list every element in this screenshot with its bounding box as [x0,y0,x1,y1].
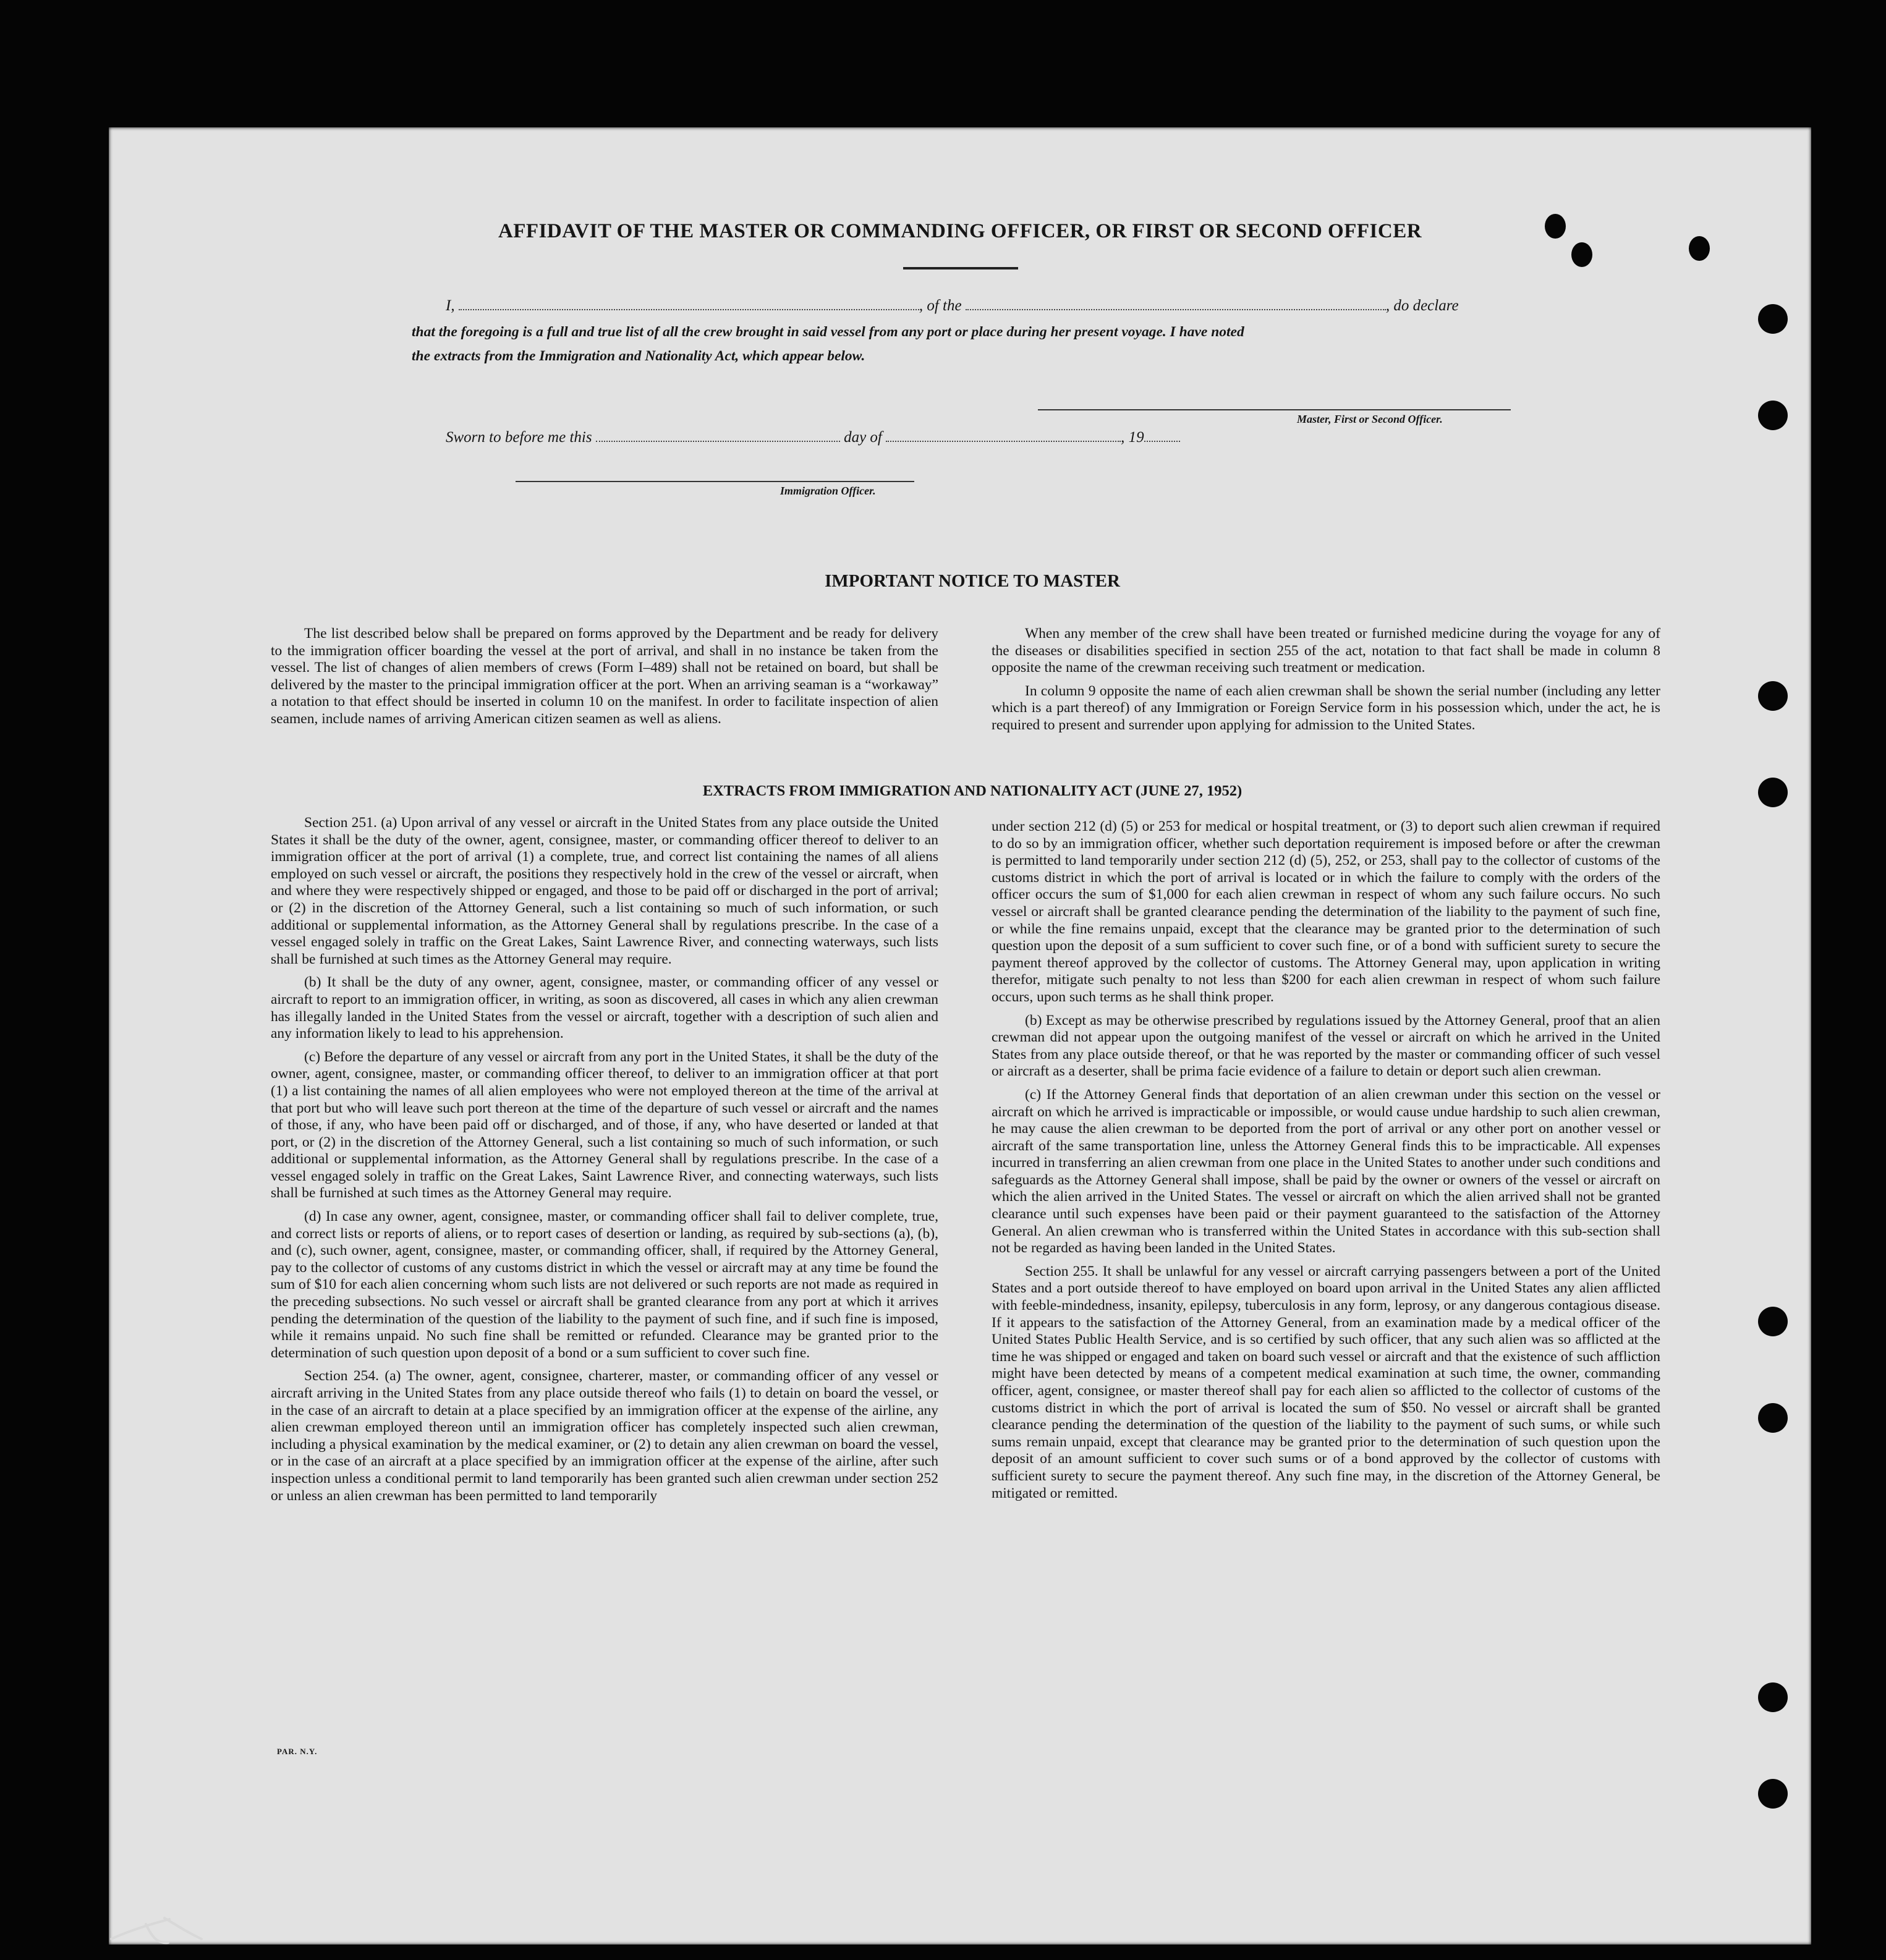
notice-right-paragraph-1: When any member of the crew shall have been treated or furnished medicine during the voyage for any of the diseases or disabilities specified in section 255 of the act, notation to that fact shall be made in column 8 opposite the name of the crewman receiving such treatment or medication. [992,626,1660,676]
extracts-right-column [992,818,1660,1502]
day-of-label: day of [844,429,882,446]
sworn-label: Sworn to before me this [446,429,592,446]
immigration-officer-signature-line[interactable] [516,481,914,482]
punch-hole [1758,681,1788,711]
notice-left-column [271,626,938,728]
notice-left-paragraph: The list described below shall be prepared on forms approved by the Department and be ready for delivery to the immigration officer boarding the vessel at the port of arrival, and shall in no instance be taken from the vessel. The list of changes of alien members of crews (Form I–489) shall not be retained on board, but shall be delivered by the master to the principal immigration officer at the port. When an arriving seaman is a “workaway” a notation to that effect should be inserted in column 10 on the manifest. In order to facilitate inspection of alien seamen, include names of arriving American citizen seamen as well as aliens. [271,626,938,727]
section-251-c: (c) Before the departure of any vessel or aircraft from any port in the United States, it shall be the duty of the owner, agent, consignee, master, or commanding officer thereof, to deliver to an immigration officer at that port (1) a list containing the names of all alien employees who were not employed thereon at the time of the arrival at that port but who will leave such port thereon at the time of the departure of such vessel or aircraft and the names of those, if any, who have been paid off or discharged, and of those, if any, who have deserted or landed at that port, or (2) in the discretion of the Attorney General, such a list containing so much of such information, or such additional or supplemental information, as the Attorney General shall by regulations prescribe. In the case of a vessel engaged solely in traffic on the Great Lakes, Saint Lawrence River, and connecting waterways, such lists shall be furnished at such times as the Attorney General may require. [271,1048,938,1202]
section-255: Section 255. It shall be unlawful for any vessel or aircraft carrying passengers between a port of the United States and a port outside thereof to have employed on board upon arrival in the United States any alien afflicted with feeble-mindedness, insanity, epilepsy, tuberculosis in any form, leprosy, or any dangerous contagious disease. If it appears to the satisfaction of the Attorney General, from an examination made by a medical officer of the United States Public Health Service, and is so certified by such officer, that any such alien was so afflicted at the time he was shipped or engaged and taken on board such vessel or aircraft and that the existence of such affliction might have been detected by means of a competent medical examination at such time, the owner, commanding officer, agent, consignee, or master thereof shall pay for each alien so afflicted to the collector of customs of the customs district in which the port of arrival is located the sum of $50. No vessel or aircraft shall be granted clearance pending the determination of the question of the liability to the payment of such sums, or while such sums remain unpaid, except that clearance may be granted prior to the determination of such question upon the deposit of an amount sufficient to cover such sums or of a bond approved by the collector of customs with sufficient surety to secure the payment thereof. Any such fine may, in the discretion of the Attorney General, be mitigated or remitted. [992,1263,1660,1501]
i-label: I, [446,297,455,314]
year-label: , 19 [1121,429,1144,446]
section-254-a: Section 254. (a) The owner, agent, consignee, charterer, master, or commanding officer of any vessel or aircraft arriving in the United States from any place outside thereof who fails (1) to detain on board the vessel, or in the case of an aircraft to detain at a place specified by an immigration officer at the expense of the airline, any alien crewman employed thereon until an immigration officer has completely inspected such alien crewman, including a physical examination by the medical examiner, or (2) to detain any alien crewman on board the vessel, or in the case of an aircraft at a place specified by an immigration officer at the expense of the airline, after such inspection unless a conditional permit to land temporarily has been granted such alien crewman under section 252 or unless an alien crewman has been permitted to land temporarily [271,1368,938,1504]
punch-hole [1571,242,1592,267]
punch-hole [1758,1682,1788,1712]
punch-hole [1758,1307,1788,1336]
section-254-a-continued: under section 212 (d) (5) or 253 for medical or hospital treatment, or (3) to deport such alien crewman if required to do so by an immigration officer, whether such deportation requirement is imposed before or after the crewman is permitted to land temporarily under section 212 (d) (5), 252, or 253, shall pay to the collector of customs of the customs district in which the port of arrival is located or in which the failure to comply with the orders of the officer occurs the sum of $1,000 for each alien crewman in respect of whom any such failure occurs. No such vessel or aircraft shall be granted clearance pending the determination of the liability to the payment of such fine, or while the fine remains unpaid, except that the clearance may be granted prior to the determination of such question upon the deposit of a sum sufficient to cover such fine, or of a bond with sufficient surety to secure the payment thereof approved by the collector of customs. The Attorney General may, upon application in writing therefor, mitigate such penalty to not less than $200 for each alien crewman in respect of whom such failure occurs, upon such terms as he shall think proper. [992,818,1660,1005]
form-sheet [109,127,1811,1945]
punch-hole [1758,401,1788,430]
master-signature-line[interactable] [1038,409,1511,410]
affidavit-title: AFFIDAVIT OF THE MASTER OR COMMANDING OFFICER, OR FIRST OR SECOND OFFICER [498,220,1422,242]
declaration-line-2: the extracts from the Immigration and Nationality Act, which appear below. [412,348,865,364]
vessel-name-field[interactable] [966,298,1386,310]
sworn-year-field[interactable] [1144,430,1180,442]
sworn-month-field[interactable] [886,430,1121,442]
notice-right-column [992,626,1660,734]
punch-hole [1758,1779,1788,1809]
do-declare-label: , do declare [1385,297,1459,314]
of-the-label: , of the [919,297,962,314]
extracts-left-column [271,815,938,1504]
notice-right-paragraph-2: In column 9 opposite the name of each alien crewman shall be shown the serial number (including any letter which is a part thereof) of any Immigration or Foreign Service form in his possession which, under the act, he is required to present and surrender upon applying for admission to the United States. [992,682,1660,733]
declarant-line [446,297,1459,315]
title-underline [903,267,1018,269]
extracts-title: EXTRACTS FROM IMMIGRATION AND NATIONALITY ACT (JUNE 27, 1952) [702,783,1242,799]
master-signature-label: Master, First or Second Officer. [1297,413,1443,425]
punch-hole [1758,1403,1788,1433]
printer-mark: PAR. N.Y. [277,1747,318,1756]
handwritten-mark [109,1907,208,1950]
declarant-name-field[interactable] [459,298,919,310]
immigration-officer-label: Immigration Officer. [780,485,876,497]
sworn-line [446,429,1180,446]
notice-title: IMPORTANT NOTICE TO MASTER [825,571,1120,591]
section-254-b: (b) Except as may be otherwise prescribed by regulations issued by the Attorney General, proof that an alien crewman did not appear upon the outgoing manifest of the vessel or aircraft on which he arrived in the United States from any place outside thereof, or that he was reported by the master or commanding officer of such vessel or aircraft as a deserter, shall be prima facie evidence of a failure to detain or deport such alien crewman. [992,1012,1660,1080]
section-251-a: Section 251. (a) Upon arrival of any vessel or aircraft in the United States from any place outside the United States it shall be the duty of the owner, agent, consignee, master, or commanding officer thereof to deliver to an immigration officer at the port of arrival (1) a complete, true, and correct list containing the names of all aliens employed on such vessel or aircraft, the positions they respectively hold in the crew of the vessel or aircraft, when and where they were respectively shipped or engaged, and those to be paid off or discharged in the port of arrival; or (2) in the discretion of the Attorney General, such a list containing so much of such information, or such additional or supplemental information, as the Attorney General shall by regulations prescribe. In the case of a vessel engaged solely in traffic on the Great Lakes, Saint Lawrence River, and connecting waterways, such lists shall be furnished at such times as the Attorney General may require. [271,815,938,967]
punch-hole [1758,304,1788,334]
section-251-d: (d) In case any owner, agent, consignee, master, or commanding officer shall fail to deliver complete, true, and correct lists or reports of aliens, or to report cases of desertion or landing, as required by sub-sections (a), (b), and (c), such owner, agent, consignee, master, or commanding officer, shall, if required by the Attorney General, pay to the collector of customs of any customs district in which the vessel or aircraft may at any time be found the sum of $10 for each alien concerning whom such lists are not delivered or such reports are not made as required in the preceding subsections. No such vessel or aircraft shall be granted clearance from any port at which it arrives pending the determination of the question of the liability to the payment of such fine, and if such fine is imposed, while it remains unpaid. No such fine shall be remitted or refunded. Clearance may be granted prior to the determination of such question upon deposit of a bond or a sum sufficient to cover such fine. [271,1208,938,1361]
section-251-b: (b) It shall be the duty of any owner, agent, consignee, master, or commanding officer of any vessel or aircraft to report to an immigration officer, in writing, as soon as discovered, all cases in which any alien crewman has illegally landed in the United States from the vessel or aircraft, together with a description of such alien and any information likely to lead to his apprehension. [271,974,938,1042]
section-254-c: (c) If the Attorney General finds that deportation of an alien crewman under this section on the vessel or aircraft on which he arrived is impracticable or impossible, or would cause undue hardship to such alien crewman, he may cause the alien crewman to be deported from the port of arrival or any other port on another vessel or aircraft of the same transportation line, unless the Attorney General finds this to be impracticable. All expenses incurred in transferring an alien crewman from one place in the United States to another under such conditions and safeguards as the Attorney General shall impose, shall be paid by the owner or owners of the vessel or aircraft on which the alien arrived in the United States. The vessel or aircraft on which the alien arrived shall not be granted clearance until such expenses have been paid or their payment guaranteed to the satisfaction of the Attorney General. An alien crewman who is transferred within the United States in accordance with this sub-section shall not be regarded as having been landed in the United States. [992,1086,1660,1257]
declaration-line-1: that the foregoing is a full and true list of all the crew brought in said vessel from any port or place during her present voyage. I have noted [412,324,1244,340]
sworn-day-field[interactable] [596,430,840,442]
